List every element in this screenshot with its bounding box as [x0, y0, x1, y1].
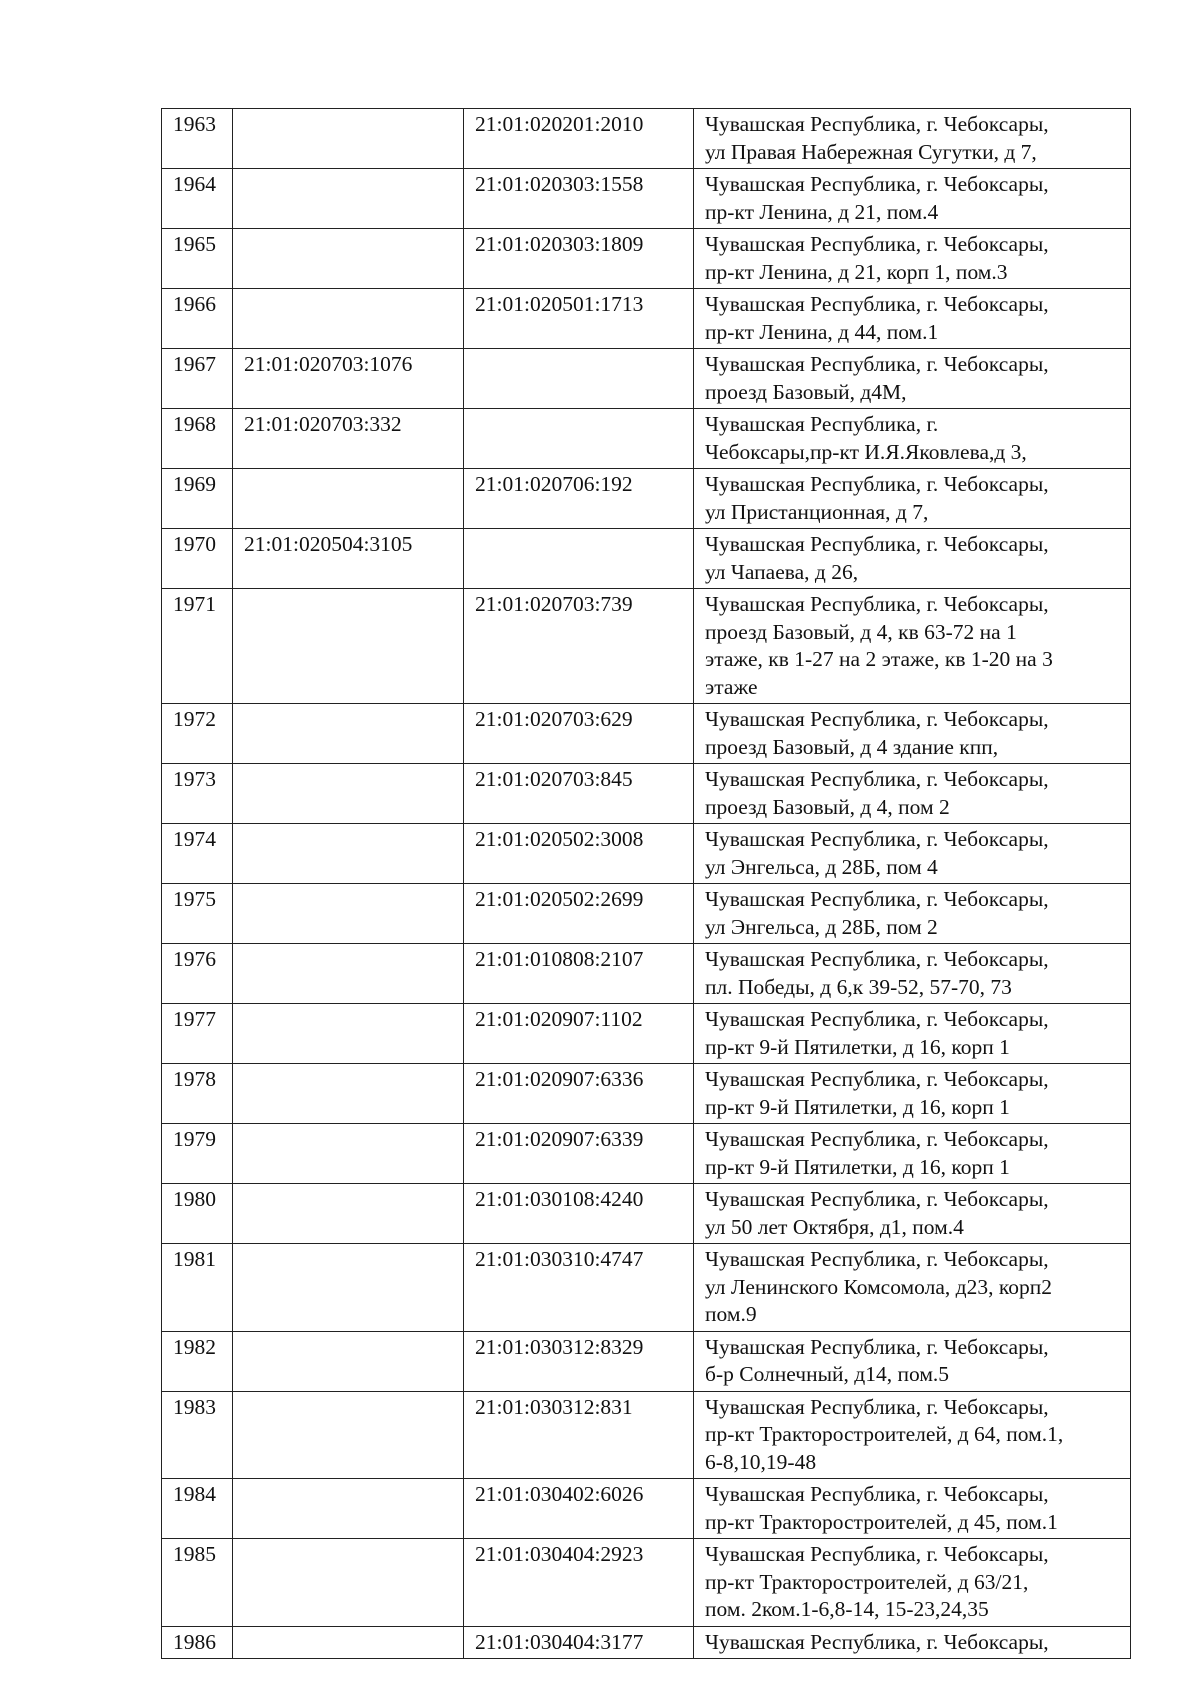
cadastral-number-secondary-cell: 21:01:020703:739 — [464, 589, 694, 704]
table-row — [162, 469, 1131, 529]
address-cell: Чувашская Республика, г. Чебоксары, пр-кт 9-й Пятилетки, д 16, корп 1 — [694, 1004, 1131, 1064]
row-number-cell: 1972 — [162, 704, 233, 764]
cadastral-number-secondary-cell — [464, 349, 694, 409]
row-number-cell: 1979 — [162, 1124, 233, 1184]
address-cell: Чувашская Республика, г. Чебоксары, ул Правая Набережная Сугутки, д 7, — [694, 109, 1131, 169]
cadastral-number-cell — [233, 1004, 464, 1064]
cadastral-number-cell — [233, 884, 464, 944]
table-row — [162, 169, 1131, 229]
cadastral-number-cell — [233, 289, 464, 349]
table-row — [162, 1391, 1131, 1479]
table-row — [162, 764, 1131, 824]
address-cell: Чувашская Республика, г. Чебоксары, проезд Базовый, д 4 здание кпп, — [694, 704, 1131, 764]
cadastral-number-secondary-cell: 21:01:020907:1102 — [464, 1004, 694, 1064]
table-row — [162, 1244, 1131, 1332]
row-number-cell: 1980 — [162, 1184, 233, 1244]
address-cell: Чувашская Республика, г. Чебоксары, пр-кт Тракторостроителей, д 63/21, пом. 2ком.1-6,8-14, 15-23,24,35 — [694, 1539, 1131, 1627]
address-cell: Чувашская Республика, г. Чебоксары, ул 50 лет Октября, д1, пом.4 — [694, 1184, 1131, 1244]
cadastral-number-cell — [233, 1184, 464, 1244]
cadastral-number-cell: 21:01:020703:332 — [233, 409, 464, 469]
row-number-cell: 1969 — [162, 469, 233, 529]
cadastral-number-cell — [233, 1479, 464, 1539]
row-number-cell: 1966 — [162, 289, 233, 349]
cadastral-number-secondary-cell: 21:01:030402:6026 — [464, 1479, 694, 1539]
address-cell: Чувашская Республика, г. Чебоксары, проезд Базовый, д4М, — [694, 349, 1131, 409]
address-cell: Чувашская Республика, г. Чебоксары,пр-кт И.Я.Яковлева,д 3, — [694, 409, 1131, 469]
cadastral-number-secondary-cell: 21:01:020703:845 — [464, 764, 694, 824]
table-row — [162, 289, 1131, 349]
row-number-cell: 1970 — [162, 529, 233, 589]
row-number-cell: 1967 — [162, 349, 233, 409]
cadastral-number-cell — [233, 1244, 464, 1332]
cadastral-number-cell: 21:01:020703:1076 — [233, 349, 464, 409]
table-row — [162, 109, 1131, 169]
row-number-cell: 1968 — [162, 409, 233, 469]
table-row — [162, 1004, 1131, 1064]
cadastral-number-secondary-cell: 21:01:020907:6336 — [464, 1064, 694, 1124]
table-row — [162, 1539, 1131, 1627]
row-number-cell: 1963 — [162, 109, 233, 169]
cadastral-number-secondary-cell: 21:01:020303:1558 — [464, 169, 694, 229]
address-cell: Чувашская Республика, г. Чебоксары, ул Ленинского Комсомола, д23, корп2 пом.9 — [694, 1244, 1131, 1332]
address-cell: Чувашская Республика, г. Чебоксары, пр-кт Ленина, д 44, пом.1 — [694, 289, 1131, 349]
cadastral-number-secondary-cell: 21:01:020201:2010 — [464, 109, 694, 169]
cadastral-number-cell — [233, 764, 464, 824]
cadastral-number-secondary-cell: 21:01:030404:2923 — [464, 1539, 694, 1627]
row-number-cell: 1977 — [162, 1004, 233, 1064]
row-number-cell: 1974 — [162, 824, 233, 884]
row-number-cell: 1986 — [162, 1626, 233, 1659]
cadastral-number-secondary-cell: 21:01:030404:3177 — [464, 1626, 694, 1659]
table-row — [162, 884, 1131, 944]
address-cell: Чувашская Республика, г. Чебоксары, — [694, 1626, 1131, 1659]
address-cell: Чувашская Республика, г. Чебоксары, б-р Солнечный, д14, пом.5 — [694, 1331, 1131, 1391]
registry-table-body — [162, 109, 1131, 1659]
address-cell: Чувашская Республика, г. Чебоксары, пл. Победы, д 6,к 39-52, 57-70, 73 — [694, 944, 1131, 1004]
table-row — [162, 1479, 1131, 1539]
cadastral-number-cell — [233, 169, 464, 229]
row-number-cell: 1982 — [162, 1331, 233, 1391]
address-cell: Чувашская Республика, г. Чебоксары, пр-кт Тракторостроителей, д 45, пом.1 — [694, 1479, 1131, 1539]
address-cell: Чувашская Республика, г. Чебоксары, ул Энгельса, д 28Б, пом 4 — [694, 824, 1131, 884]
table-row — [162, 1064, 1131, 1124]
cadastral-number-cell — [233, 1626, 464, 1659]
row-number-cell: 1981 — [162, 1244, 233, 1332]
cadastral-number-secondary-cell: 21:01:020706:192 — [464, 469, 694, 529]
table-row — [162, 1124, 1131, 1184]
cadastral-number-secondary-cell — [464, 529, 694, 589]
cadastral-number-cell — [233, 589, 464, 704]
table-row — [162, 944, 1131, 1004]
table-row — [162, 229, 1131, 289]
cadastral-number-secondary-cell: 21:01:020502:2699 — [464, 884, 694, 944]
row-number-cell: 1975 — [162, 884, 233, 944]
cadastral-number-cell — [233, 229, 464, 289]
cadastral-number-cell: 21:01:020504:3105 — [233, 529, 464, 589]
address-cell: Чувашская Республика, г. Чебоксары, проезд Базовый, д 4, пом 2 — [694, 764, 1131, 824]
cadastral-number-secondary-cell: 21:01:010808:2107 — [464, 944, 694, 1004]
cadastral-number-cell — [233, 109, 464, 169]
address-cell: Чувашская Республика, г. Чебоксары, пр-кт 9-й Пятилетки, д 16, корп 1 — [694, 1124, 1131, 1184]
table-row — [162, 704, 1131, 764]
table-row — [162, 1331, 1131, 1391]
row-number-cell: 1971 — [162, 589, 233, 704]
cadastral-number-cell — [233, 469, 464, 529]
table-row — [162, 1626, 1131, 1659]
cadastral-number-secondary-cell: 21:01:030312:831 — [464, 1391, 694, 1479]
address-cell: Чувашская Республика, г. Чебоксары, пр-кт 9-й Пятилетки, д 16, корп 1 — [694, 1064, 1131, 1124]
table-row — [162, 1184, 1131, 1244]
cadastral-number-cell — [233, 824, 464, 884]
cadastral-number-cell — [233, 704, 464, 764]
row-number-cell: 1964 — [162, 169, 233, 229]
address-cell: Чувашская Республика, г. Чебоксары, пр-кт Тракторостроителей, д 64, пом.1, 6-8,10,19-48 — [694, 1391, 1131, 1479]
address-cell: Чувашская Республика, г. Чебоксары, ул Чапаева, д 26, — [694, 529, 1131, 589]
cadastral-number-cell — [233, 1124, 464, 1184]
cadastral-number-secondary-cell: 21:01:020907:6339 — [464, 1124, 694, 1184]
cadastral-number-secondary-cell: 21:01:030312:8329 — [464, 1331, 694, 1391]
row-number-cell: 1978 — [162, 1064, 233, 1124]
address-cell: Чувашская Республика, г. Чебоксары, пр-кт Ленина, д 21, корп 1, пом.3 — [694, 229, 1131, 289]
row-number-cell: 1984 — [162, 1479, 233, 1539]
cadastral-number-cell — [233, 944, 464, 1004]
cadastral-number-secondary-cell: 21:01:030108:4240 — [464, 1184, 694, 1244]
cadastral-number-secondary-cell — [464, 409, 694, 469]
cadastral-number-cell — [233, 1391, 464, 1479]
table-row — [162, 529, 1131, 589]
row-number-cell: 1973 — [162, 764, 233, 824]
address-cell: Чувашская Республика, г. Чебоксары, пр-кт Ленина, д 21, пом.4 — [694, 169, 1131, 229]
address-cell: Чувашская Республика, г. Чебоксары, ул Пристанционная, д 7, — [694, 469, 1131, 529]
table-row — [162, 409, 1131, 469]
cadastral-number-secondary-cell: 21:01:020703:629 — [464, 704, 694, 764]
row-number-cell: 1985 — [162, 1539, 233, 1627]
cadastral-number-secondary-cell: 21:01:030310:4747 — [464, 1244, 694, 1332]
address-cell: Чувашская Республика, г. Чебоксары, ул Энгельса, д 28Б, пом 2 — [694, 884, 1131, 944]
cadastral-number-cell — [233, 1539, 464, 1627]
row-number-cell: 1983 — [162, 1391, 233, 1479]
cadastral-number-secondary-cell: 21:01:020502:3008 — [464, 824, 694, 884]
cadastral-number-secondary-cell: 21:01:020501:1713 — [464, 289, 694, 349]
row-number-cell: 1965 — [162, 229, 233, 289]
address-cell: Чувашская Республика, г. Чебоксары, проезд Базовый, д 4, кв 63-72 на 1 этаже, кв 1-27 на 2 этаже, кв 1-20 на 3 этаже — [694, 589, 1131, 704]
table-row — [162, 824, 1131, 884]
table-row — [162, 589, 1131, 704]
cadastral-number-cell — [233, 1064, 464, 1124]
row-number-cell: 1976 — [162, 944, 233, 1004]
registry-table — [161, 108, 1131, 1659]
cadastral-number-secondary-cell: 21:01:020303:1809 — [464, 229, 694, 289]
cadastral-number-cell — [233, 1331, 464, 1391]
table-row — [162, 349, 1131, 409]
